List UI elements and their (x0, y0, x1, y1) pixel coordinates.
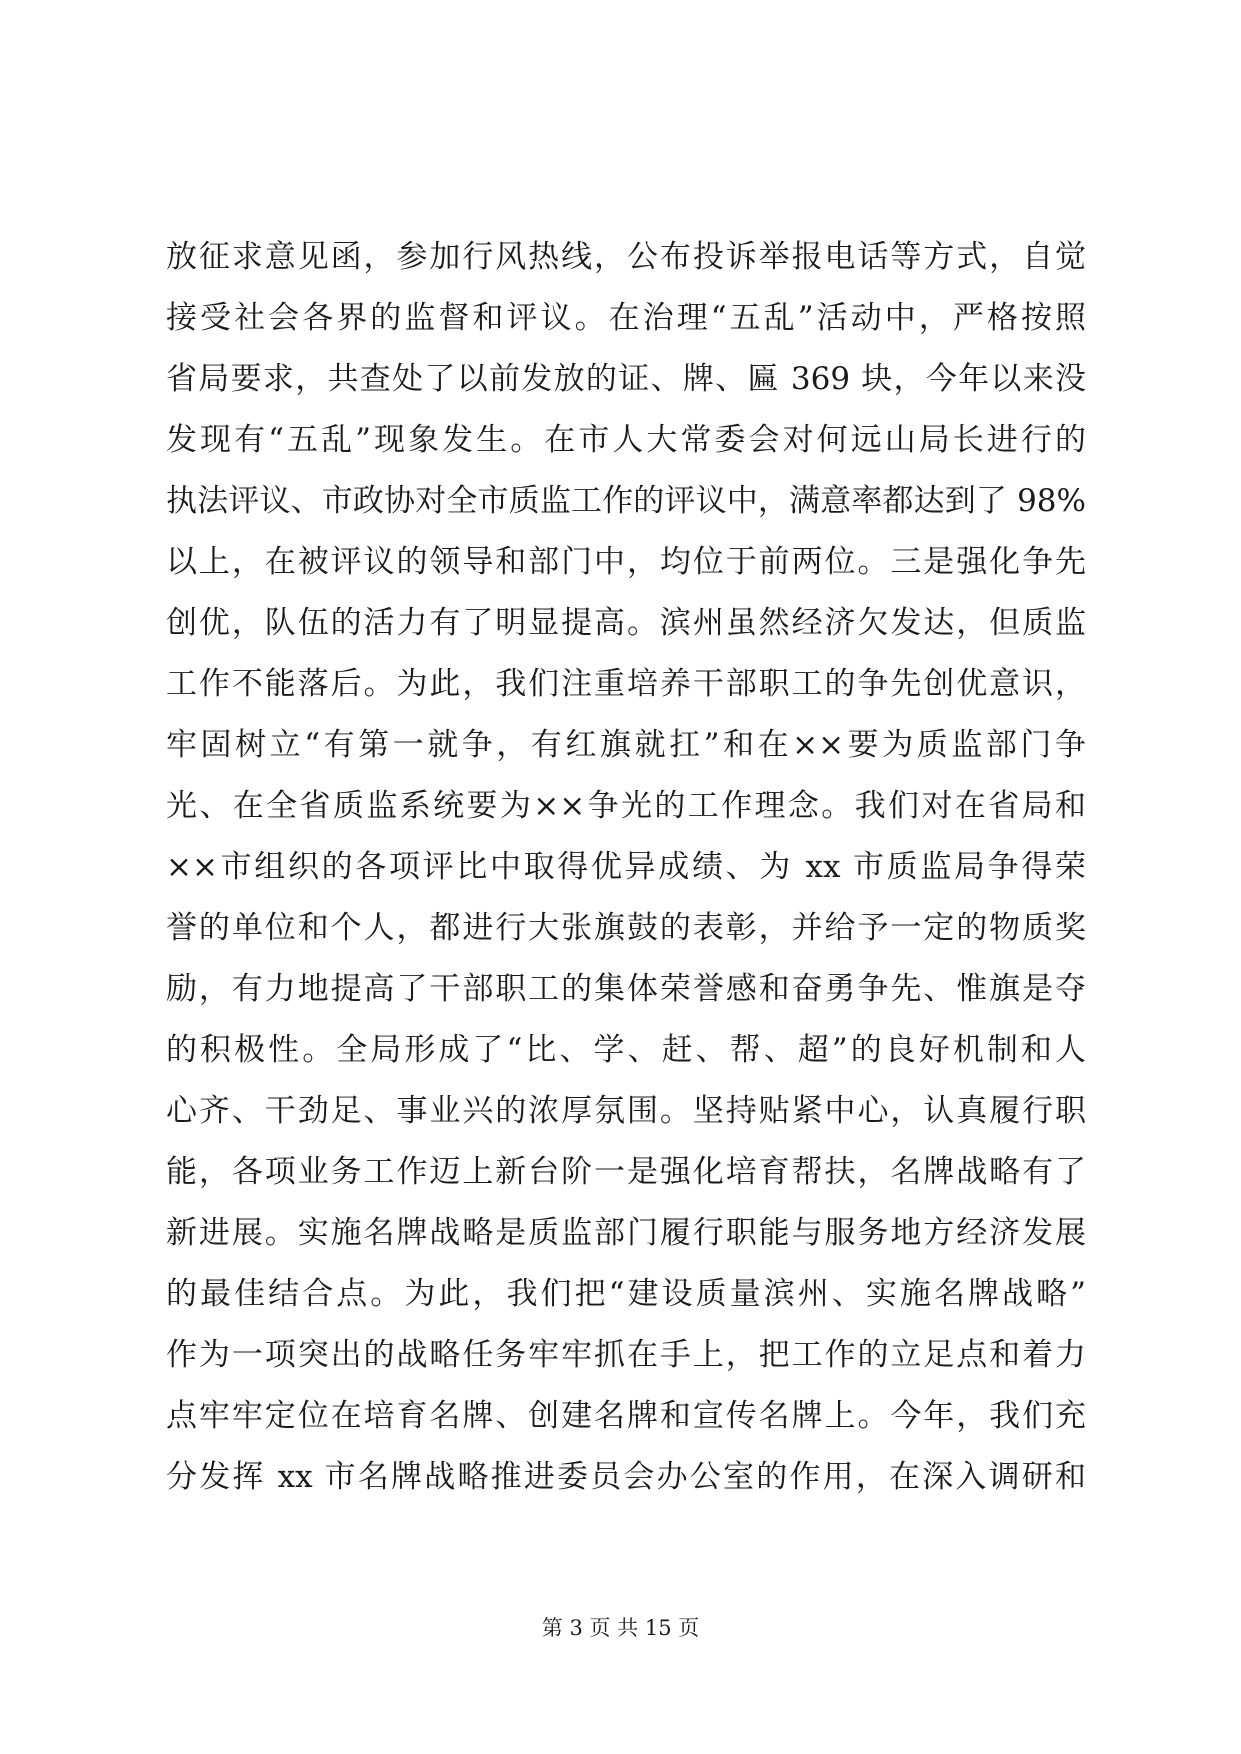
text-line: 牢固树立“有第一就争，有红旗就扛”和在××要为质监部门争 (166, 727, 1086, 763)
text-line: ××市组织的各项评比中取得优异成绩、为 xx 市质监局争得荣 (166, 849, 1086, 885)
text-line: 誉的单位和个人，都进行大张旗鼓的表彰，并给予一定的物质奖 (166, 910, 1086, 946)
text-line: 工作不能落后。为此，我们注重培养干部职工的争先创优意识， (166, 666, 1086, 702)
text-line: 发现有“五乱”现象发生。在市人大常委会对何远山局长进行的 (166, 422, 1086, 458)
text-line: 新进展。实施名牌战略是质监部门履行职能与服务地方经济发展 (166, 1215, 1086, 1251)
text-line: 的积极性。全局形成了“比、学、赶、帮、超”的良好机制和人 (166, 1032, 1086, 1068)
page-number-footer: 第 3 页 共 15 页 (541, 1616, 700, 1640)
text-line: 分发挥 xx 市名牌战略推进委员会办公室的作用，在深入调研和 (166, 1459, 1086, 1495)
text-line: 接受社会各界的监督和评议。在治理“五乱”活动中，严格按照 (166, 300, 1086, 336)
text-line: 点牢牢定位在培育名牌、创建名牌和宣传名牌上。今年，我们充 (166, 1398, 1086, 1434)
body-text (166, 227, 1086, 1508)
text-line: 光、在全省质监系统要为××争光的工作理念。我们对在省局和 (166, 788, 1086, 824)
text-line: 励，有力地提高了干部职工的集体荣誉感和奋勇争先、惟旗是夺 (166, 971, 1086, 1007)
text-line: 省局要求，共查处了以前发放的证、牌、匾 369 块，今年以来没 (166, 361, 1086, 397)
text-line: 心齐、干劲足、事业兴的浓厚氛围。坚持贴紧中心，认真履行职 (166, 1093, 1086, 1129)
text-line: 的最佳结合点。为此，我们把“建设质量滨州、实施名牌战略” (166, 1276, 1086, 1312)
text-line: 作为一项突出的战略任务牢牢抓在手上，把工作的立足点和着力 (166, 1337, 1086, 1373)
text-line: 能，各项业务工作迈上新台阶一是强化培育帮扶，名牌战略有了 (166, 1154, 1086, 1190)
text-line: 执法评议、市政协对全市质监工作的评议中，满意率都达到了 98% (166, 483, 1086, 519)
text-line: 以上，在被评议的领导和部门中，均位于前两位。三是强化争先 (166, 544, 1086, 580)
text-line: 放征求意见函，参加行风热线，公布投诉举报电话等方式，自觉 (166, 239, 1086, 275)
text-line: 创优，队伍的活力有了明显提高。滨州虽然经济欠发达，但质监 (166, 605, 1086, 641)
